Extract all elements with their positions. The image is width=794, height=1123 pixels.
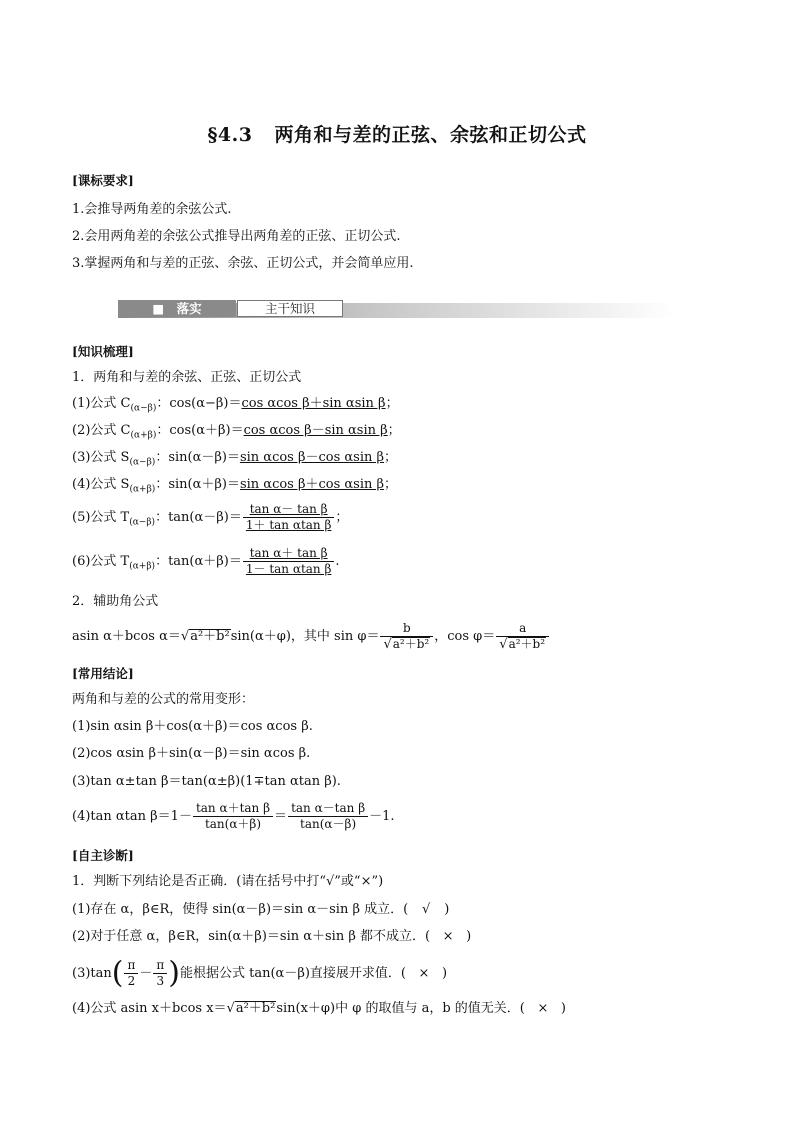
answer-mark: × bbox=[442, 929, 454, 944]
kebiao-header: [课标要求] bbox=[72, 173, 134, 188]
fraction-denominator: √a²＋b² bbox=[496, 636, 549, 652]
judge-item-3 bbox=[72, 955, 448, 991]
formula-subscript: (α−β) bbox=[129, 457, 156, 468]
formula-label: (5)公式 T bbox=[72, 510, 130, 525]
close-paren: ) bbox=[466, 929, 472, 944]
formula-lhs: ：tan(α＋β)＝ bbox=[155, 554, 242, 569]
fraction-denominator: 1－ tan αtan β bbox=[243, 561, 335, 577]
formula-3 bbox=[72, 449, 397, 472]
changyong-item-1: (1)sin αsin β＋cos(α＋β)＝cos αcos β. bbox=[72, 719, 313, 734]
tan-fraction bbox=[243, 546, 335, 577]
formula-lhs: ：cos(α−β)＝ bbox=[156, 396, 242, 411]
aux-after: sin(α＋φ)，其中 sin φ＝ bbox=[230, 629, 380, 644]
judge-text: (1)存在 α，β∈R，使得 sin(α－β)＝sin α－sin β 成立．( bbox=[72, 902, 409, 917]
cos-phi-fraction bbox=[496, 621, 549, 652]
zizhu-header: [自主诊断] bbox=[72, 848, 134, 863]
pi-over-2 bbox=[124, 958, 138, 989]
fraction-denominator: 2 bbox=[124, 973, 138, 989]
formula-subscript: (α−β) bbox=[130, 403, 157, 414]
banner-left-label: ■ 落实 bbox=[118, 300, 236, 317]
radicand: a²＋b² bbox=[190, 629, 230, 644]
judge-text: (3)tan bbox=[72, 966, 112, 981]
radical-sign: √ bbox=[180, 629, 190, 644]
formula-lhs: ：sin(α＋β)＝ bbox=[155, 477, 240, 492]
formula-subscript: (α+β) bbox=[130, 430, 157, 441]
aux-start: asin α＋bcos α＝ bbox=[72, 629, 181, 644]
formula-subscript: (α+β) bbox=[129, 484, 156, 495]
fraction-numerator: tan α＋tan β bbox=[195, 801, 271, 815]
formula-rhs: cos αcos β＋sin αsin β bbox=[241, 396, 386, 411]
radicand: a²＋b² bbox=[508, 637, 546, 651]
section-title: 两角和与差的正弦、余弦和正切公式 bbox=[274, 124, 587, 146]
formula-rhs: sin αcos β＋cos αsin β bbox=[239, 477, 385, 492]
fraction-numerator: b bbox=[403, 621, 411, 635]
zizhu-q1: 1．判断下列结论是否正确．(请在括号中打“√”或“×”) bbox=[72, 874, 384, 889]
section-banner bbox=[118, 300, 676, 318]
changyong-header: [常用结论] bbox=[72, 666, 134, 681]
formula-label: (3)公式 S bbox=[72, 450, 130, 465]
zhishi-header: [知识梳理] bbox=[72, 344, 134, 359]
item-start: (4)tan αtan β＝1－ bbox=[72, 809, 192, 824]
minus-sign: － bbox=[139, 966, 153, 981]
zhishi-heading-1: 1．两角和与差的余弦、正弦、正切公式 bbox=[72, 370, 302, 385]
formula-4 bbox=[72, 476, 397, 499]
judge-text-rest: 能根据公式 tan(α－β)直接展开求值．( bbox=[180, 966, 406, 981]
fraction-numerator: π bbox=[156, 958, 165, 972]
judge-text: (2)对于任意 α，β∈R，sin(α＋β)＝sin α＋sin β 都不成立．( bbox=[72, 929, 431, 944]
fraction-denominator: tan(α＋β) bbox=[193, 816, 273, 832]
fraction-numerator: tan α＋ tan β bbox=[249, 546, 328, 560]
changyong-item-4 bbox=[72, 801, 395, 832]
judge-text: (4)公式 asin x＋bcos x＝ bbox=[72, 1001, 227, 1016]
formula-label: (1)公式 C bbox=[72, 396, 131, 411]
item-end: －1. bbox=[369, 809, 395, 824]
big-right-paren: ) bbox=[168, 955, 180, 991]
close-paren: ) bbox=[442, 966, 448, 981]
formula-end: ； bbox=[385, 396, 399, 411]
radicand: a²＋b² bbox=[392, 637, 430, 651]
formula-lhs: ：cos(α＋β)＝ bbox=[156, 423, 244, 438]
equals-sign: ＝ bbox=[274, 809, 288, 824]
answer-mark: × bbox=[418, 966, 430, 981]
formula-end: . bbox=[335, 554, 340, 569]
formula-subscript: (α+β) bbox=[129, 561, 156, 572]
formula-5 bbox=[72, 502, 348, 533]
close-paren: ) bbox=[444, 902, 450, 917]
aux-angle-formula bbox=[72, 621, 550, 652]
big-left-paren: ( bbox=[111, 955, 124, 991]
fraction-denominator: √a²＋b² bbox=[380, 636, 433, 652]
kebiao-item-1: 1.会推导两角差的余弦公式. bbox=[72, 202, 232, 217]
judge-text-rest: sin(x＋φ)中 φ 的取值与 a，b 的值无关．( bbox=[276, 1001, 525, 1016]
answer-mark: √ bbox=[422, 902, 431, 917]
formula-label: (4)公式 S bbox=[72, 477, 130, 492]
judge-item-2 bbox=[72, 928, 471, 946]
close-paren: ) bbox=[560, 1001, 566, 1016]
radicand: a²＋b² bbox=[235, 1001, 276, 1016]
fraction-denominator: 1＋ tan αtan β bbox=[243, 517, 335, 533]
radical-sign: √ bbox=[226, 1001, 235, 1016]
judge-item-4 bbox=[72, 1000, 566, 1018]
formula-subscript: (α−β) bbox=[129, 517, 156, 528]
fraction-1 bbox=[193, 801, 273, 832]
formula-rhs: sin αcos β－cos αsin β bbox=[239, 450, 385, 465]
formula-2 bbox=[72, 422, 401, 445]
formula-lhs: ：tan(α－β)＝ bbox=[155, 510, 242, 525]
formula-end: ； bbox=[335, 510, 349, 525]
formula-6 bbox=[72, 546, 340, 577]
formula-label: (6)公式 T bbox=[72, 554, 130, 569]
zhishi-heading-2: 2．辅助角公式 bbox=[72, 594, 159, 609]
fraction-denominator: tan(α－β) bbox=[288, 816, 368, 832]
formula-1 bbox=[72, 395, 399, 418]
changyong-item-2: (2)cos αsin β＋sin(α－β)＝sin αcos β. bbox=[72, 746, 311, 761]
formula-rhs: cos αcos β－sin αsin β bbox=[243, 423, 388, 438]
answer-mark: × bbox=[537, 1001, 549, 1016]
kebiao-item-2: 2.会用两角差的余弦公式推导出两角差的正弦、正切公式. bbox=[72, 229, 401, 244]
banner-right-label: 主干知识 bbox=[237, 300, 343, 317]
formula-end: ； bbox=[384, 477, 398, 492]
fraction-numerator: tan α－tan β bbox=[291, 801, 366, 815]
fraction-2 bbox=[288, 801, 368, 832]
pi-over-3 bbox=[153, 958, 167, 989]
fraction-numerator: a bbox=[519, 621, 527, 635]
formula-lhs: ：sin(α－β)＝ bbox=[155, 450, 240, 465]
changyong-intro: 两角和与差的公式的常用变形： bbox=[72, 692, 255, 707]
judge-item-1 bbox=[72, 901, 449, 919]
sin-phi-fraction bbox=[380, 621, 433, 652]
formula-label: (2)公式 C bbox=[72, 423, 131, 438]
fraction-denominator: 3 bbox=[153, 973, 167, 989]
fraction-numerator: π bbox=[127, 958, 136, 972]
changyong-item-3: (3)tan α±tan β＝tan(α±β)(1∓tan αtan β). bbox=[72, 774, 341, 789]
page-title bbox=[0, 120, 794, 147]
aux-mid: ，cos φ＝ bbox=[434, 629, 496, 644]
fraction-numerator: tan α－ tan β bbox=[249, 502, 328, 516]
formula-end: ； bbox=[387, 423, 401, 438]
formula-end: ； bbox=[384, 450, 398, 465]
section-number: §4.3 bbox=[207, 124, 253, 146]
kebiao-item-3: 3.掌握两角和与差的正弦、余弦、正切公式，并会简单应用. bbox=[72, 256, 414, 271]
tan-fraction bbox=[243, 502, 335, 533]
